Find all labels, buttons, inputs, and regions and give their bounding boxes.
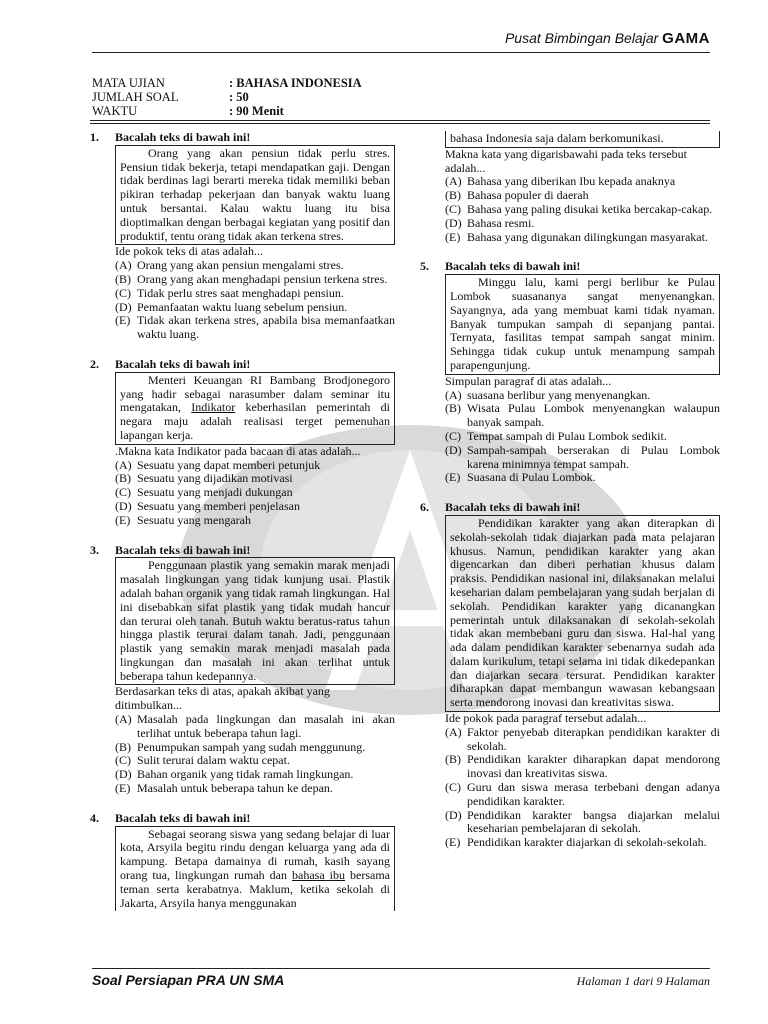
question-1 [90, 131, 395, 342]
answer-option[interactable]: (E) Tidak akan terkena stres, apabila bisa memanfaatkan waktu luang. [115, 313, 395, 342]
question-number: 2. [90, 356, 99, 371]
underlined-word: bahasa ibu [292, 868, 346, 883]
page-footer [92, 968, 710, 988]
question-stem: Makna kata yang digarisbawahi pada teks tersebut adalah... [445, 146, 687, 175]
reading-passage: Orang yang akan pensiun tidak perlu stres. Pensiun tidak bekerja, tetapi mendapatkan gaji. Dengan tidak berdinas lagi berarti mereka tidak memiliki beban pikiran terhadap pekerjaan dan banyak waktu luang untuk bersantai. Kalau waktu luang itu bisa dioptimalkan dengan berbagai kegiatan yang positif dan produktif, tentu orang tidak akan terkena stres. [115, 145, 395, 246]
answer-option[interactable]: (D) Pemanfaatan waktu luang sebelum pensiun. [115, 299, 348, 314]
page-number: Halaman 1 dari 9 Halaman [576, 974, 710, 988]
reading-passage: Pendidikan karakter yang akan diterapkan di sekolah-sekolah tidak diajarkan pada mata pelajaran khusus. Namun, pendidikan karakter yang akan digencarkan dan diberi perhatian khusus dalam praksis. Pendidikan nasional ini, dilaksanakan melalui keseharian dalam pembelajaran yang sudah berjalan di sekolah. Pendidikan karakter yang dicanangkan pemerintah untuk dilaksanakan di sekolah-sekolah tidak akan membebani guru dan siswa. Hal-hal yang ada dalam pendidikan karakter sebenarnya sudah ada dalam kurikulum, tetapi selama ini tidak dikedepankan dan diajarkan secara tersurat. Pendidikan karakter diharapkan dapat membangun wawasan kebangsaan serta mendorong inovasi dan kreativitas siswa. [445, 515, 720, 712]
answer-option[interactable]: (C) Sesuatu yang menjadi dukungan [115, 485, 293, 500]
answer-option[interactable]: (D) Pendidikan karakter bangsa diajarkan melalui keseharian pembelajaran di sekolah. [445, 807, 720, 836]
question-instruction: Bacalah teks di bawah ini! [115, 356, 251, 371]
question-4 [90, 812, 395, 912]
question-stem: .Makna kata Indikator pada bacaan di atas adalah... [115, 443, 361, 458]
reading-passage: Sebagai seorang siswa yang sedang belajar di luar kota, Arsyila begitu rindu dengan keluarga yang ada di kampung. Betapa damainya di rumah, kasih sayang orang tua, lingkungan rumah dan bahasa ibu bersama teman serta kerabatnya. Maklum, ketika sekolah di Jakarta, Arsyila hanya menggunakan [115, 826, 395, 912]
question-stem: Ide pokok pada paragraf tersebut adalah... [445, 711, 647, 726]
exam-meta [92, 76, 362, 118]
meta-key: MATA UJIAN [92, 76, 165, 90]
reading-passage-continued: bahasa Indonesia saja dalam berkomunikasi. [445, 131, 720, 148]
question-instruction: Bacalah teks di bawah ini! [115, 130, 251, 144]
divider [90, 120, 710, 121]
question-instruction: Bacalah teks di bawah ini! [445, 259, 581, 274]
question-6 [420, 501, 720, 850]
question-number: 6. [420, 500, 429, 515]
question-number: 4. [90, 810, 99, 825]
answer-option[interactable]: (E) Pendidikan karakter diajarkan di sekolah-sekolah. [445, 835, 707, 850]
answer-option[interactable]: (D) Sesuatu yang memberi penjelasan [115, 498, 300, 513]
reading-passage: Penggunaan plastik yang semakin marak menjadi masalah lingkungan yang tidak kunjung usai. Plastik adalah bahan organik yang tidak ramah lingkungan. Hal ini disebabkan sifat plastik yang tidak mudah hancur dan terurai oleh tanah. Butuh waktu beratus-ratus tahun hingga plastik terurai dalam tanah. Jadi, penggunaan plastik yang semakin marak menjadi masalah pada lingkungan dan masalah ini akan terlihat untuk beberapa tahun kedepannya. [115, 557, 395, 685]
meta-value: : 50 [229, 90, 249, 104]
question-instruction: Bacalah teks di bawah ini! [445, 500, 581, 515]
question-3 [90, 544, 395, 796]
question-number: 3. [90, 542, 99, 557]
answer-option[interactable]: (E) Bahasa yang digunakan dilingkungan masyarakat. [445, 229, 708, 244]
answer-option[interactable]: (C) Sulit terurai dalam waktu cepat. [115, 753, 290, 768]
meta-key: JUMLAH SOAL [92, 90, 179, 104]
question-5 [420, 260, 720, 485]
question-instruction: Bacalah teks di bawah ini! [115, 542, 251, 557]
answer-option[interactable]: (B) Wisata Pulau Lombok menyenangkan walaupun banyak sampah. [445, 401, 720, 430]
header-org-prefix: Pusat Bimbingan Belajar [504, 30, 659, 46]
answer-option[interactable]: (E) Suasana di Pulau Lombok. [445, 470, 596, 485]
answer-option[interactable]: (A) Sesuatu yang dapat memberi petunjuk [115, 457, 321, 472]
answer-option[interactable]: (A) Faktor penyebab diterapkan pendidikan karakter di sekolah. [445, 724, 720, 753]
answer-option[interactable]: (A) Orang yang akan pensiun mengalami stres. [115, 258, 344, 273]
answer-option[interactable]: (D) Bahasa resmi. [445, 215, 535, 230]
answer-option[interactable]: (C) Guru dan siswa merasa terbebani dengan adanya pendidikan karakter. [445, 780, 720, 808]
answer-option[interactable]: (E) Sesuatu yang mengarah [115, 512, 251, 527]
footer-title: Soal Persiapan PRA UN SMA [92, 972, 285, 988]
left-column [90, 131, 395, 927]
question-stem: Simpulan paragraf di atas adalah... [445, 373, 612, 388]
meta-value: : BAHASA INDONESIA [229, 76, 362, 90]
answer-option[interactable]: (D) Bahan organik yang tidak ramah lingkungan. [115, 767, 354, 782]
header-org-name: GAMA [662, 30, 710, 47]
reading-passage: Menteri Keuangan RI Bambang Brodjonegoro yang hadir sebagai narasumber dalam seminar itu mengatakan, Indikator keberhasilan pemerintah di negara maju adalah realisasi terget pemenuhan lapangan kerja. [115, 372, 395, 445]
right-column [420, 131, 720, 866]
answer-option[interactable]: (C) Tidak perlu stres saat menghadapi pensiun. [115, 285, 344, 300]
answer-option[interactable]: (E) Masalah untuk beberapa tahun ke depan. [115, 781, 333, 796]
question-number: 1. [90, 130, 99, 144]
answer-option[interactable]: (B) Pendidikan karakter diharapkan dapat mendorong inovasi dan kreativitas siswa. [445, 752, 720, 781]
answer-option[interactable]: (B) Penumpukan sampah yang sudah menggunung. [115, 739, 366, 754]
answer-option[interactable]: (A) suasana berlibur yang menyenangkan. [445, 387, 651, 402]
question-2 [90, 358, 395, 528]
answer-option[interactable]: (B) Orang yang akan menghadapi pensiun terkena stres. [115, 271, 388, 286]
question-stem: Ide pokok teks di atas adalah... [115, 244, 263, 259]
question-4-continued [420, 131, 720, 244]
underlined-word: Indikator [191, 400, 236, 415]
divider [90, 123, 710, 124]
meta-value: : 90 Menit [229, 104, 284, 118]
question-stem: Berdasarkan teks di atas, apakah akibat yang ditimbulkan... [115, 684, 330, 713]
page-header [92, 30, 710, 53]
answer-option[interactable]: (A) Bahasa yang diberikan Ibu kepada anaknya [445, 174, 676, 189]
answer-option[interactable]: (A) Masalah pada lingkungan dan masalah ini akan terlihat untuk beberapa tahun lagi. [115, 712, 395, 740]
answer-option[interactable]: (C) Tempat sampah di Pulau Lombok sedikit. [445, 428, 667, 443]
answer-option[interactable]: (B) Bahasa populer di daerah [445, 188, 589, 203]
meta-key: WAKTU [92, 104, 138, 118]
question-number: 5. [420, 259, 429, 274]
answer-option[interactable]: (B) Sesuatu yang dijadikan motivasi [115, 471, 293, 486]
answer-option[interactable]: (C) Bahasa yang paling disukai ketika bercakap-cakap. [445, 201, 713, 216]
question-instruction: Bacalah teks di bawah ini! [115, 810, 251, 825]
reading-passage: Minggu lalu, kami pergi berlibur ke Pulau Lombok suasananya sangat menyenangkan. Sayangnya, ada yang membuat kami tidak nyaman. Banyak tumpukan sampah di sepanjang pantai. Ternyata, fasilitas tempat sampah sangat minim. Sehingga tidak cukup untuk menampung sampah parapengunjung. [445, 274, 720, 375]
answer-option[interactable]: (D) Sampah-sampah berserakan di Pulau Lombok karena minimnya tempat sampah. [445, 442, 720, 471]
